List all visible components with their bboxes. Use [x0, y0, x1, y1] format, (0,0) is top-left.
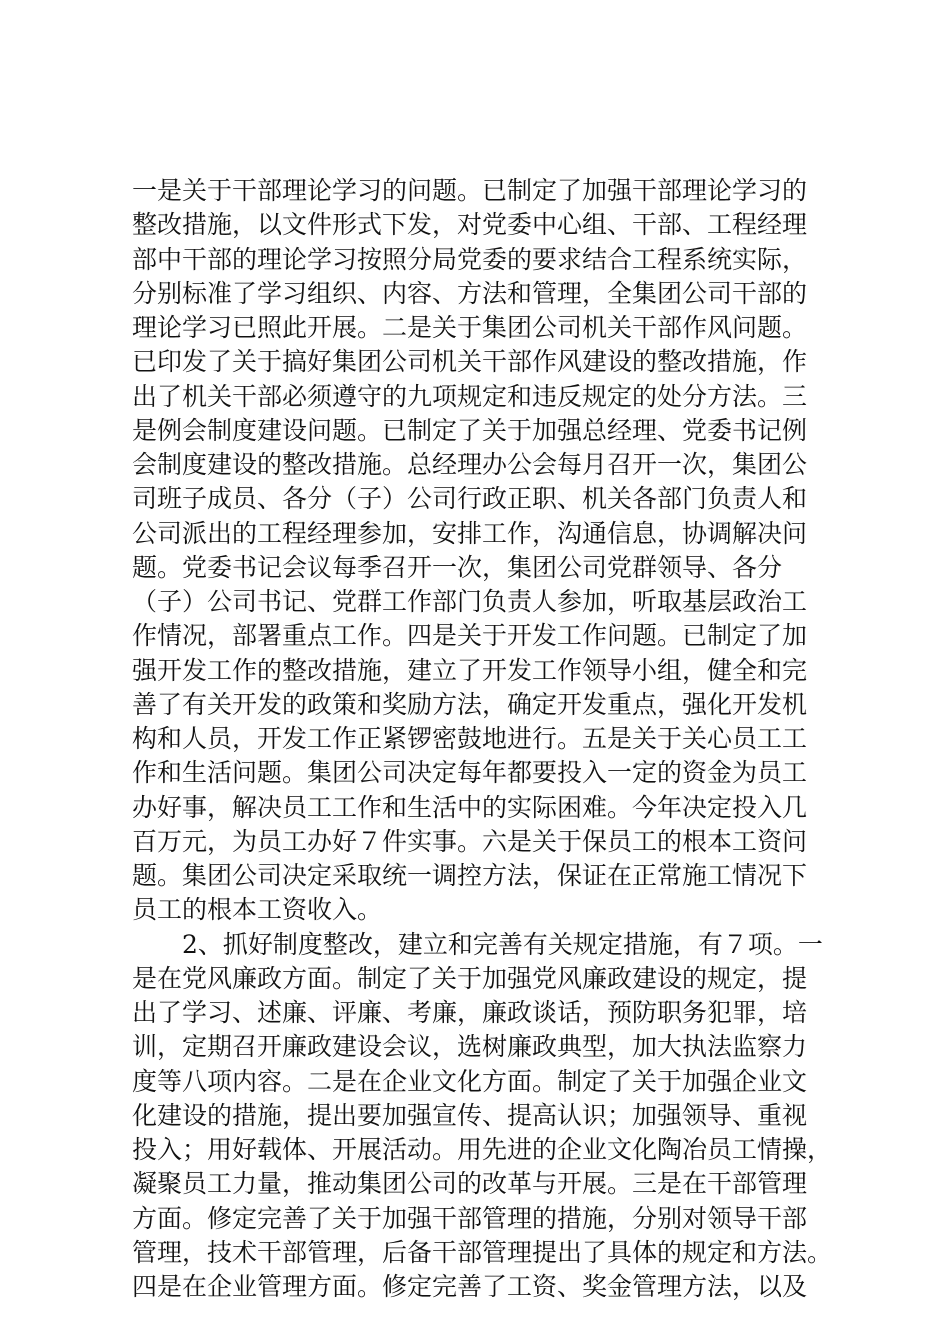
text-line: 是在党风廉政方面。制定了关于加强党风廉政建设的规定，提 [132, 963, 808, 993]
paragraph-start-line: 2、抓好制度整改，建立和完善有关规定措施，有７项。一 [182, 929, 823, 959]
body-text [132, 174, 832, 1304]
text-line: 构和人员，开发工作正紧锣密鼓地进行。五是关于关心员工工 [132, 724, 808, 753]
text-line: 整改措施，以文件形式下发，对党委中心组、干部、工程经理 [132, 210, 808, 240]
text-line: 理论学习已照此开展。二是关于集团公司机关干部作风问题。 [132, 313, 808, 342]
text-line: 公司派出的工程经理参加，安排工作，沟通信息，协调解决问 [132, 518, 808, 548]
text-line: 一是关于干部理论学习的问题。已制定了加强干部理论学习的 [132, 176, 808, 205]
text-line: 司班子成员、各分（子）公司行政正职、机关各部门负责人和 [132, 484, 808, 514]
text-line: 办好事，解决员工工作和生活中的实际困难。今年决定投入几 [132, 792, 808, 822]
text-line: 度等八项内容。二是在企业文化方面。制定了关于加强企业文 [132, 1066, 808, 1096]
text-line: 部中干部的理论学习按照分局党委的要求结合工程系统实际， [132, 244, 808, 274]
text-line: 出了学习、述廉、评廉、考廉，廉政谈话，预防职务犯罪，培 [132, 998, 808, 1027]
text-line: 题。集团公司决定采取统一调控方法，保证在正常施工情况下 [132, 861, 808, 890]
text-line: 会制度建设的整改措施。总经理办公会每月召开一次，集团公 [132, 450, 808, 479]
text-line: 善了有关开发的政策和奖励方法，确定开发重点，强化开发机 [132, 689, 808, 719]
text-line: 方面。修定完善了关于加强干部管理的措施，分别对领导干部 [132, 1203, 808, 1233]
text-line: 是例会制度建设问题。已制定了关于加强总经理、党委书记例 [132, 415, 808, 445]
text-line: 强开发工作的整改措施，建立了开发工作领导小组，健全和完 [132, 655, 808, 685]
text-line: 投入；用好载体、开展活动。用先进的企业文化陶冶员工情操， [132, 1135, 833, 1164]
text-line: 百万元，为员工办好７件实事。六是关于保员工的根本工资问 [132, 826, 808, 856]
text-line: 题。党委书记会议每季召开一次，集团公司党群领导、各分 [132, 552, 783, 582]
text-line: 作和生活问题。集团公司决定每年都要投入一定的资金为员工 [132, 758, 808, 788]
text-line: 分别标准了学习组织、内容、方法和管理，全集团公司干部的 [132, 278, 808, 308]
text-line: 训，定期召开廉政建设会议，选树廉政典型，加大执法监察力 [132, 1032, 808, 1062]
text-line: 员工的根本工资收入。 [132, 895, 383, 925]
text-line: 已印发了关于搞好集团公司机关干部作风建设的整改措施，作 [132, 347, 808, 377]
text-line: 凝聚员工力量，推动集团公司的改革与开展。三是在干部管理 [132, 1169, 808, 1199]
text-line: 管理，技术干部管理，后备干部管理提出了具体的规定和方法。 [132, 1237, 833, 1267]
text-line: 化建设的措施，提出要加强宣传、提高认识；加强领导、重视 [132, 1100, 808, 1130]
text-line: 出了机关干部必须遵守的九项规定和违反规定的处分方法。三 [132, 381, 808, 411]
text-line: （子）公司书记、党群工作部门负责人参加，听取基层政治工 [132, 587, 808, 616]
text-line: 作情况，部署重点工作。四是关于开发工作问题。已制定了加 [132, 621, 808, 651]
text-line: 四是在企业管理方面。修定完善了工资、奖金管理方法，以及 [132, 1272, 808, 1301]
